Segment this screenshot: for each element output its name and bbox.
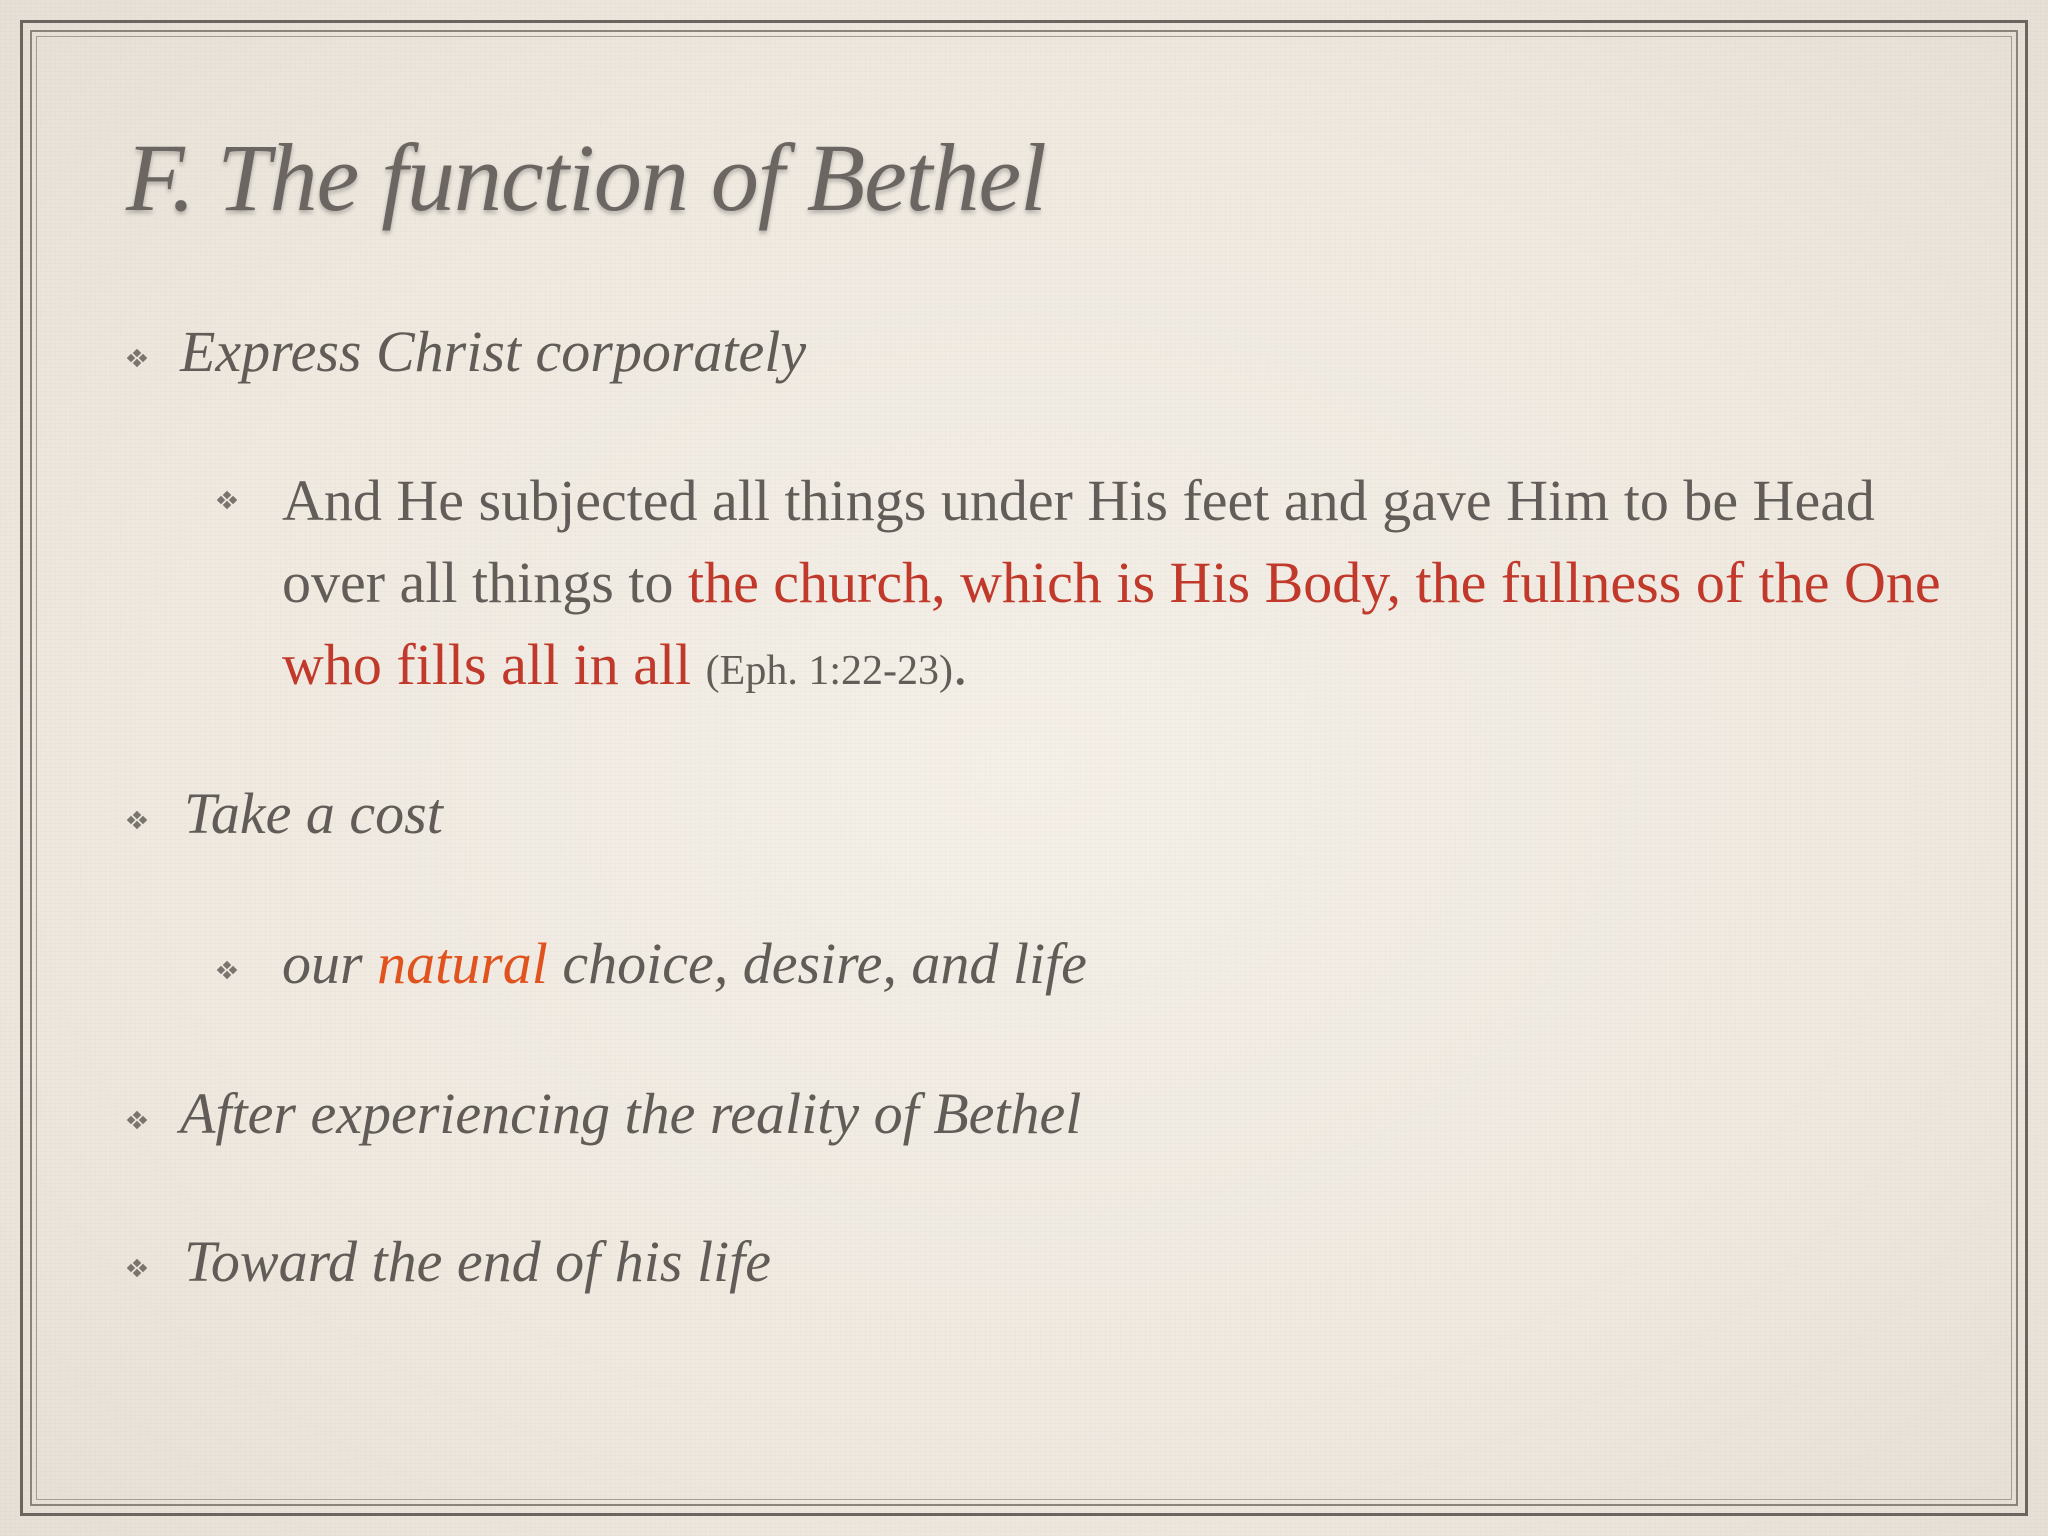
bullet-express-christ (126, 318, 806, 385)
bullet-text: After experiencing the reality of Bethel (180, 1081, 1082, 1146)
bullet-icon (126, 1112, 148, 1126)
bullet-text: Take a cost (184, 781, 443, 846)
bullet-after-experiencing (126, 1080, 1081, 1147)
bullet-text: Express Christ corporately (180, 319, 807, 384)
sub-bullet-natural (216, 930, 1087, 997)
slide-title: F. The function of Bethel (126, 124, 1046, 231)
quote-highlight: the church, which is His Body, the fullness of the One who fills all in all (282, 550, 1941, 697)
bullet-icon (126, 812, 148, 826)
bullet-icon (126, 1260, 148, 1274)
natural-highlight: natural (377, 931, 548, 996)
quote-text: And He subjected all things under His feet and gave Him to be Head over all things to (282, 468, 1875, 615)
sub-bullet-quote (216, 460, 1982, 712)
bullet-text: Toward the end of his life (184, 1229, 772, 1294)
sub-bullet-text: our natural choice, desire, and life (282, 931, 1087, 996)
scripture-reference: (Eph. 1:22-23) (705, 648, 953, 694)
bullet-icon (216, 492, 238, 506)
bullet-icon (216, 962, 238, 976)
bullet-take-a-cost (126, 780, 443, 847)
scripture-quote: And He subjected all things under His feet and gave Him to be Head over all things to the church, which is His Body, the fullness of the One who fills all in all (Eph. 1:22-23). (282, 468, 1941, 697)
bullet-toward-end (126, 1228, 771, 1295)
bullet-icon (126, 350, 148, 364)
